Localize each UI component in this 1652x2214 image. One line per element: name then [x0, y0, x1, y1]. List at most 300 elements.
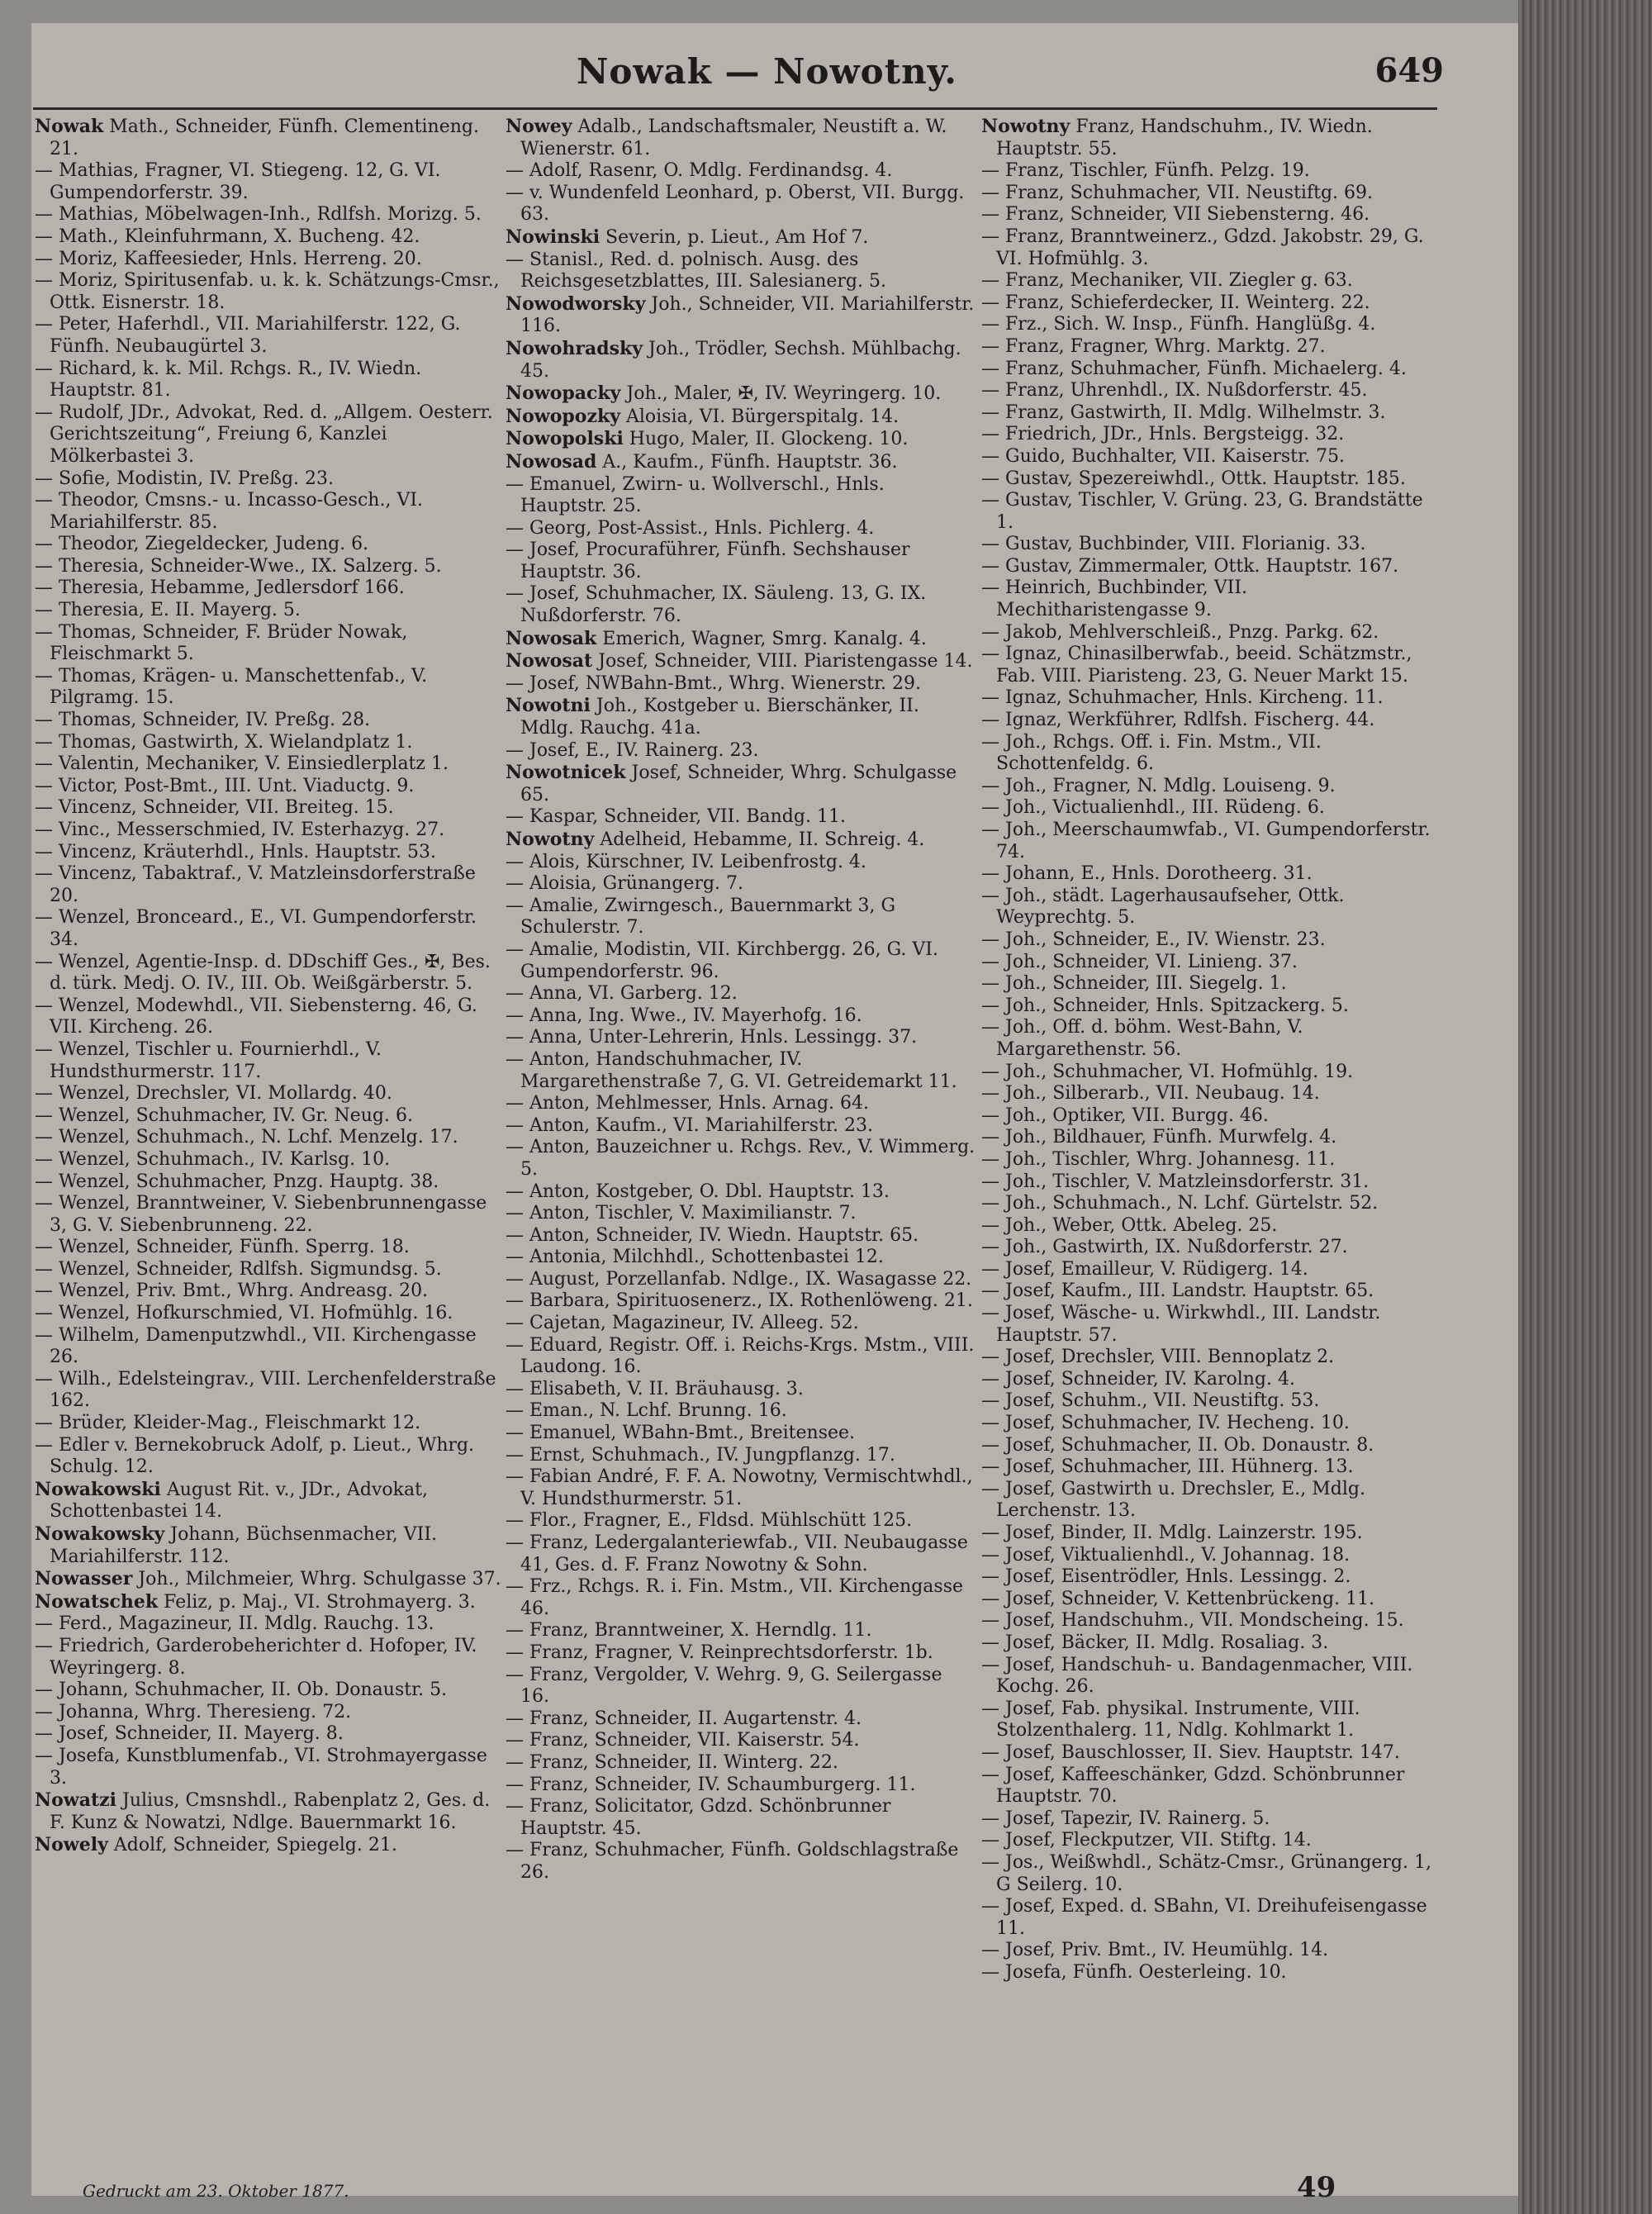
directory-entry [506, 1027, 976, 1049]
directory-entry [506, 293, 976, 338]
entry-text: — Gustav, Zimmermaler, Ottk. Hauptstr. 167. [981, 555, 1399, 577]
directory-entry [35, 249, 506, 271]
directory-entry [981, 204, 1444, 226]
entry-text: — v. Wundenfeld Leonhard, p. Oberst, VII. Burgg. 63. [506, 182, 965, 226]
directory-entry [981, 1259, 1444, 1281]
entry-text: — Georg, Post-Assist., Hnls. Pichlerg. 4. [506, 517, 875, 539]
directory-entry [506, 406, 976, 429]
directory-entry [35, 710, 506, 732]
entry-text: — Josef, Fleckputzer, VII. Stiftg. 14. [981, 1830, 1312, 1851]
entry-text: — Josef, Wäsche- u. Wirkwhdl., III. Landstr. Hauptstr. 57. [981, 1303, 1381, 1346]
entry-text: — Vincenz, Kräuterhdl., Hnls. Hauptstr. 53. [35, 841, 436, 862]
print-date-note: Gedruckt am 23. Oktober 1877. [83, 2181, 349, 2201]
directory-entry [35, 622, 506, 666]
directory-entry [506, 1181, 976, 1204]
directory-entry [35, 1723, 506, 1746]
entry-surname: Nowosak [506, 627, 597, 649]
entry-text: — Theresia, Schneider-Wwe., IX. Salzerg. 5. [35, 555, 442, 577]
directory-column-2 [506, 116, 976, 1884]
directory-entry [35, 1591, 506, 1614]
directory-entry [981, 336, 1444, 359]
directory-entry [981, 446, 1444, 468]
entry-text: — Cajetan, Magazineur, IV. Alleeg. 52. [506, 1313, 859, 1334]
entry-text: Adelheid, Hebamme, II. Schreig. 4. [594, 829, 925, 850]
entry-text: — Joh., Schuhmach., N. Lchf. Gürtelstr. 52. [981, 1193, 1379, 1214]
entry-text: — Wenzel, Schuhmacher, Pnzg. Hauptg. 38. [35, 1171, 439, 1192]
directory-entry [35, 1834, 506, 1857]
entry-text: — Theresia, E. II. Mayerg. 5. [35, 600, 301, 621]
entry-text: — Aloisia, Grünangerg. 7. [506, 873, 744, 895]
entry-text: — Moriz, Kaffeesieder, Hnls. Herreng. 20. [35, 248, 422, 269]
entry-text: — Anna, VI. Garberg. 12. [506, 983, 738, 1005]
entry-text: Feliz, p. Maj., VI. Strohmayerg. 3. [158, 1591, 476, 1613]
directory-entry [35, 577, 506, 600]
directory-entry [981, 1655, 1444, 1699]
directory-entry [981, 556, 1444, 578]
entry-text: — Math., Kleinfuhrmann, X. Bucheng. 42. [35, 226, 420, 247]
directory-entry [981, 1742, 1444, 1765]
directory-entry [981, 1479, 1444, 1523]
entry-text: — Josef, Schneider, V. Kettenbrückeng. 11. [981, 1588, 1375, 1609]
entry-text: — Josef, Bäcker, II. Mdlg. Rosaliag. 3. [981, 1632, 1329, 1653]
entry-surname: Nowatschek [35, 1590, 159, 1613]
directory-entry [981, 1390, 1444, 1413]
directory-entry [981, 863, 1444, 886]
entry-text: — Wenzel, Agentie-Insp. d. DDschiff Ges., ✠, Bes. d. türk. Medj. O. IV., III. Ob. Weißgärberstr. 5. [35, 951, 491, 995]
entry-text: — Theresia, Hebamme, Jedlersdorf 166. [35, 577, 405, 599]
entry-text: — Wenzel, Hofkurschmied, VI. Hofmühlg. 16. [35, 1303, 453, 1324]
directory-entry [506, 983, 976, 1005]
directory-entry [506, 1005, 976, 1028]
directory-entry [506, 628, 976, 651]
directory-entry [981, 359, 1444, 381]
entry-text: — Anna, Unter-Lehrerin, Hnls. Lessingg. 37. [506, 1027, 918, 1048]
directory-entry [506, 896, 976, 939]
directory-entry [35, 1083, 506, 1105]
entry-text: — Joh., städt. Lagerhausaufseher, Ottk. Weyprechtg. 5. [981, 885, 1345, 929]
directory-entry [981, 1105, 1444, 1128]
entry-text: — Rudolf, JDr., Advokat, Red. d. „Allgem. Oesterr. Gerichtszeitung“, Freiung 6, Kanzlei Mölkerbastei 3. [35, 401, 493, 467]
directory-entry [506, 1730, 976, 1752]
entry-text: Hugo, Maler, II. Glockeng. 10. [623, 429, 909, 450]
directory-entry [506, 1049, 976, 1093]
entry-text: — Ignaz, Schuhmacher, Hnls. Kircheng. 11. [981, 687, 1384, 709]
entry-text: — Josefa, Fünfh. Oesterleing. 10. [981, 1961, 1287, 1983]
header-rule [33, 107, 1437, 110]
directory-entry [981, 1830, 1444, 1852]
entry-text: — Joh., Weber, Ottk. Abeleg. 25. [981, 1214, 1278, 1236]
entry-text: — Gustav, Tischler, V. Grüng. 23, G. Brandstätte 1. [981, 490, 1423, 533]
entry-text: — Josef, Eisentrödler, Hnls. Lessingg. 2. [981, 1566, 1351, 1588]
directory-entry [506, 1225, 976, 1247]
entry-text: — Theodor, Ziegeldecker, Judeng. 6. [35, 534, 369, 555]
directory-entry [35, 600, 506, 622]
directory-entry [506, 1796, 976, 1840]
directory-entry [981, 1237, 1444, 1259]
directory-entry [506, 1335, 976, 1379]
directory-entry [35, 797, 506, 820]
directory-entry [506, 518, 976, 540]
entry-text: Joh., Schneider, VII. Mariahilferstr. 116. [520, 293, 975, 337]
entry-text: — Theodor, Cmsns.- u. Incasso-Gesch., VI. Mariahilferstr. 85. [35, 490, 424, 533]
directory-entry [981, 1171, 1444, 1194]
entry-text: — Joh., Schuhmacher, VI. Hofmühlg. 19. [981, 1061, 1354, 1082]
entry-text: — Joh., Optiker, VII. Burgg. 46. [981, 1105, 1269, 1126]
directory-entry [35, 732, 506, 754]
directory-entry [981, 490, 1444, 534]
entry-text: — Anton, Handschuhmacher, IV. Margarethenstraße 7, G. VI. Getreidemarkt 11. [506, 1048, 957, 1092]
directory-entry [35, 1680, 506, 1702]
directory-entry [981, 1852, 1444, 1896]
entry-text: — Joh., Schneider, VI. Linieng. 37. [981, 951, 1298, 972]
entry-text: — Jakob, Mehlverschleiß., Pnzg. Parkg. 62. [981, 621, 1379, 643]
entry-text: — Victor, Post-Bmt., III. Unt. Viaductg. 9. [35, 775, 415, 796]
entry-text: — Thomas, Schneider, F. Brüder Nowak, Fleischmarkt 5. [35, 621, 408, 665]
directory-entry [35, 1127, 506, 1149]
directory-entry [981, 534, 1444, 556]
entry-text: — August, Porzellanfab. Ndlge., IX. Wasagasse 22. [506, 1268, 972, 1290]
directory-entry [35, 1105, 506, 1128]
directory-entry [981, 929, 1444, 952]
entry-text: — Wilhelm, Damenputzwhdl., VII. Kirchengasse 26. [35, 1324, 477, 1368]
entry-text: — Friedrich, JDr., Hnls. Bergsteigg. 32. [981, 424, 1345, 445]
entry-text: — Josef, Kaufm., III. Landstr. Hauptstr. 65. [981, 1280, 1374, 1302]
directory-entry [506, 1445, 976, 1467]
entry-text: — Johann, Schuhmacher, II. Ob. Donaustr. 5. [35, 1680, 448, 1701]
entry-text: — Joh., Schneider, E., IV. Wienstr. 23. [981, 929, 1326, 950]
directory-entry [35, 1171, 506, 1194]
entry-text: — Franz, Branntweiner, X. Herndlg. 11. [506, 1620, 872, 1641]
entry-text: — Franz, Schneider, VII. Kaiserstr. 54. [506, 1730, 860, 1751]
entry-text: Franz, Handschuhm., IV. Wiedn. Hauptstr. 55. [996, 116, 1373, 159]
entry-text: — Josef, Handschuh- u. Bandagenmacher, VIII. Kochg. 26. [981, 1654, 1413, 1698]
entry-text: — Franz, Schneider, IV. Schaumburgerg. 11. [506, 1774, 916, 1795]
directory-entry [35, 1479, 506, 1523]
directory-entry [35, 776, 506, 798]
entry-text: — Franz, Schneider, VII Siebensterng. 46. [981, 204, 1370, 226]
entry-text: — Josef, Schuhmacher, IX. Säuleng. 13, G. IX. Nußdorferstr. 76. [506, 583, 927, 627]
directory-entry [506, 939, 976, 983]
directory-entry [35, 556, 506, 578]
entry-text: — Joh., Tischler, Whrg. Johannesg. 11. [981, 1148, 1336, 1170]
directory-entry [35, 160, 506, 204]
entry-surname: Nowosat [506, 650, 593, 672]
directory-entry [35, 753, 506, 776]
entry-surname: Nowotni [506, 695, 591, 717]
directory-entry [981, 797, 1444, 820]
entry-surname: Nowakowsky [35, 1523, 165, 1545]
entry-text: — Anton, Kostgeber, O. Dbl. Hauptstr. 13. [506, 1181, 890, 1202]
directory-entry [506, 451, 976, 474]
entry-text: — Flor., Fragner, E., Fldsd. Mühlschütt 125. [506, 1510, 913, 1532]
directory-entry [35, 1568, 506, 1591]
entry-text: Julius, Cmsnshdl., Rabenplatz 2, Ges. d. F. Kunz & Nowatzi, Ndlge. Bauernmarkt 16. [50, 1790, 491, 1833]
directory-entry [981, 468, 1444, 491]
directory-entry [981, 644, 1444, 687]
entry-text: — Frz., Sich. W. Insp., Fünfh. Hanglüßg. 4. [981, 314, 1376, 335]
directory-entry [981, 402, 1444, 425]
entry-surname: Nowotny [506, 829, 595, 850]
entry-text: — Josef, Gastwirth u. Drechsler, E., Mdlg. Lerchenstr. 13. [981, 1478, 1365, 1522]
directory-entry [506, 852, 976, 874]
directory-entry [981, 1545, 1444, 1567]
entry-text: — Amalie, Zwirngesch., Bauernmarkt 3, G Schulerstr. 7. [506, 895, 896, 938]
entry-surname: Nowely [35, 1834, 108, 1856]
entry-text: — Franz, Fragner, Whrg. Marktg. 27. [981, 335, 1326, 357]
entry-text: — Franz, Gastwirth, II. Mdlg. Wilhelmstr. 3. [981, 401, 1386, 423]
entry-text: — Frz., Rchgs. R. i. Fin. Mstm., VII. Kirchengasse 46. [506, 1576, 964, 1619]
entry-text: — Josef, Exped. d. SBahn, VI. Dreihufeisengasse 11. [981, 1896, 1427, 1939]
entry-text: — Guido, Buchhalter, VII. Kaiserstr. 75. [981, 445, 1346, 467]
entry-text: Johann, Büchsenmacher, VII. Mariahilferstr. 112. [50, 1524, 438, 1567]
entry-text: — Josef, Bauschlosser, II. Siev. Hauptstr. 147. [981, 1741, 1400, 1763]
entry-text: — Wenzel, Schuhmacher, IV. Gr. Neug. 6. [35, 1105, 413, 1126]
directory-entry [35, 1280, 506, 1303]
directory-entry [506, 1423, 976, 1445]
directory-entry [981, 1083, 1444, 1105]
entry-text: — Franz, Branntweinerz., Gdzd. Jakobstr. 29, G. VI. Hofmühlg. 3. [981, 226, 1424, 269]
entry-text: — Brüder, Kleider-Mag., Fleischmarkt 12. [35, 1413, 421, 1434]
entry-text: — Valentin, Mechaniker, V. Einsiedlerplatz 1. [35, 753, 449, 775]
entry-text: — Thomas, Schneider, IV. Preßg. 28. [35, 710, 371, 731]
directory-entry [35, 842, 506, 864]
entry-surname: Nowotny [981, 116, 1070, 137]
entry-surname: Nowak [35, 116, 104, 137]
entry-text: — Amalie, Modistin, VII. Kirchbergg. 26, G. VI. Gumpendorferstr. 96. [506, 938, 938, 982]
entry-text: — Johanna, Whrg. Theresieng. 72. [35, 1701, 352, 1722]
directory-entry [981, 1303, 1444, 1347]
directory-entry [35, 820, 506, 842]
entry-text: — Franz, Schuhmacher, VII. Neustiftg. 69. [981, 182, 1374, 203]
entry-text: Josef, Schneider, VIII. Piaristengasse 14. [592, 651, 973, 672]
entry-surname: Nowopolski [506, 428, 624, 450]
directory-entry [506, 762, 976, 806]
entry-text: — Franz, Fragner, V. Reinprechtsdorferstr. 1b. [506, 1641, 933, 1663]
entry-text: — Joh., Silberarb., VII. Neubaug. 14. [981, 1083, 1320, 1105]
entry-text: — Franz, Mechaniker, VII. Ziegler g. 63. [981, 270, 1353, 292]
directory-entry [506, 1775, 976, 1797]
directory-entry [981, 226, 1444, 270]
directory-entry [981, 577, 1444, 621]
directory-entry [981, 183, 1444, 205]
entry-text: — Franz, Ledergalanteriewfab., VII. Neubaugasse 41, Ges. d. F. Franz Nowotny & Sohn. [506, 1532, 968, 1575]
directory-entry [981, 270, 1444, 292]
directory-entry [506, 1203, 976, 1225]
directory-entry [981, 1896, 1444, 1940]
directory-entry [506, 1510, 976, 1532]
directory-column-3 [981, 116, 1444, 1984]
directory-entry [35, 1303, 506, 1325]
entry-text: — Wenzel, Modewhdl., VII. Siebensterng. 46, G. VII. Kircheng. 26. [35, 995, 477, 1038]
entry-text: — Joh., Schneider, III. Siegelg. 1. [981, 973, 1287, 995]
directory-entry [506, 1532, 976, 1576]
directory-entry [506, 1093, 976, 1115]
directory-entry [506, 1466, 976, 1510]
entry-text: — Wilh., Edelsteingrav., VIII. Lerchenfelderstraße 162. [35, 1368, 496, 1412]
directory-entry [506, 382, 976, 406]
directory-entry [981, 314, 1444, 336]
entry-surname: Nowotnicek [506, 762, 626, 784]
directory-entry [981, 1589, 1444, 1611]
entry-surname: Nowohradsky [506, 337, 643, 359]
directory-entry [506, 1576, 976, 1620]
directory-entry [981, 687, 1444, 710]
entry-text: — Josef, E., IV. Rainerg. 23. [506, 739, 759, 761]
directory-entry [35, 468, 506, 491]
entry-text: — Fabian André, F. F. A. Nowotny, Vermischtwhdl., V. Hundsthurmerstr. 51. [506, 1466, 973, 1509]
entry-text: — Emanuel, WBahn-Bmt., Breitensee. [506, 1423, 856, 1444]
entry-surname: Nowodworsky [506, 292, 646, 315]
directory-entry [35, 402, 506, 468]
directory-entry [35, 1435, 506, 1479]
directory-entry [981, 1523, 1444, 1545]
entry-text: — Franz, Schneider, II. Winterg. 22. [506, 1751, 838, 1773]
directory-entry [506, 583, 976, 627]
directory-entry [981, 710, 1444, 732]
directory-entry [981, 1962, 1444, 1984]
entry-text: Joh., Maler, ✠, IV. Weyringerg. 10. [620, 383, 942, 405]
directory-entry [981, 1369, 1444, 1391]
entry-text: — Peter, Haferhdl., VII. Mariahilferstr. 122, G. Fünfh. Neubaugürtel 3. [35, 314, 461, 357]
entry-text: — Josef, Viktualienhdl., V. Johannag. 18. [981, 1544, 1351, 1565]
directory-entry [981, 886, 1444, 929]
directory-entry [35, 952, 506, 995]
entry-text: — Josef, Schuhm., VII. Neustiftg. 53. [981, 1390, 1320, 1412]
entry-text: Severin, p. Lieut., Am Hof 7. [600, 226, 869, 248]
directory-entry [981, 1280, 1444, 1303]
entry-text: — Josef, Procuraführer, Fünfh. Sechshauser Hauptstr. 36. [506, 539, 910, 582]
directory-entry [981, 1610, 1444, 1632]
entry-text: — Anna, Ing. Wwe., IV. Mayerhofg. 16. [506, 1005, 862, 1026]
directory-entry [506, 1313, 976, 1335]
directory-entry [506, 806, 976, 829]
directory-entry [981, 1193, 1444, 1215]
directory-entry [506, 1269, 976, 1291]
entry-text: — Eduard, Registr. Off. i. Reichs-Krgs. Mstm., VIII. Laudong. 16. [506, 1334, 975, 1378]
directory-entry [506, 1620, 976, 1642]
directory-entry [981, 1062, 1444, 1084]
entry-text: Math., Schneider, Fünfh. Clementineng. 21. [50, 116, 479, 159]
directory-entry [981, 1127, 1444, 1149]
page-number: 649 [1374, 51, 1444, 90]
entry-text: — Wenzel, Drechsler, VI. Mollardg. 40. [35, 1083, 392, 1105]
entry-surname: Nowakowski [35, 1478, 161, 1500]
directory-entry [35, 490, 506, 534]
directory-entry [981, 776, 1444, 798]
entry-text: — Wenzel, Schuhmach., N. Lchf. Menzelg. 17. [35, 1127, 458, 1148]
entry-text: — Johann, E., Hnls. Dorotheerg. 31. [981, 863, 1313, 885]
directory-entry [35, 1369, 506, 1413]
directory-entry [35, 1413, 506, 1435]
entry-text: — Joh., Off. d. böhm. West-Bahn, V. Margarethenstr. 56. [981, 1017, 1303, 1060]
directory-entry [35, 1746, 506, 1789]
entry-surname: Nowey [506, 116, 572, 137]
entry-text: — Josefa, Kunstblumenfab., VI. Strohmayergasse 3. [35, 1745, 487, 1789]
entry-text: Aloisia, VI. Bürgerspitalg. 14. [620, 406, 900, 427]
entry-text: — Josef, NWBahn-Bmt., Whrg. Wienerstr. 29. [506, 672, 922, 694]
entry-text: — Josef, Priv. Bmt., IV. Heumühlg. 14. [981, 1940, 1329, 1961]
entry-text: — Joh., Meerschaumwfab., VI. Gumpendorferstr. 74. [981, 820, 1431, 862]
entry-text: — Josef, Schuhmacher, II. Ob. Donaustr. 8. [981, 1434, 1374, 1456]
directory-entry [35, 1613, 506, 1636]
entry-text: — Anton, Mehlmesser, Hnls. Arnag. 64. [506, 1093, 870, 1114]
entry-text: — Edler v. Bernekobruck Adolf, p. Lieut., Whrg. Schulg. 12. [35, 1434, 475, 1478]
running-head-title: Nowak — Nowotny. [577, 51, 957, 92]
entry-text: — Joh., Bildhauer, Fünfh. Murwfelg. 4. [981, 1127, 1337, 1148]
directory-entry [981, 820, 1444, 863]
directory-entry [981, 1347, 1444, 1369]
entry-text: — Anton, Kaufm., VI. Mariahilferstr. 23. [506, 1114, 873, 1136]
directory-entry [35, 359, 506, 402]
entry-text: — Ignaz, Chinasilberwfab., beeid. Schätzmstr., Fab. VIII. Piaristeng. 23, G. Neuer Markt 15. [981, 644, 1412, 687]
entry-text: — Joh., Tischler, V. Matzleinsdorferstr. 31. [981, 1171, 1370, 1192]
entry-text: — Wenzel, Schneider, Rdlfsh. Sigmundsg. 5. [35, 1258, 442, 1280]
directory-entry [981, 1215, 1444, 1238]
entry-text: — Elisabeth, V. II. Bräuhausg. 3. [506, 1378, 804, 1399]
entry-text: — Josef, Schneider, II. Mayerg. 8. [35, 1723, 344, 1745]
entry-surname: Nowosad [506, 450, 597, 473]
entry-text: — Josef, Kaffeeschänker, Gdzd. Schönbrunner Hauptstr. 70. [981, 1764, 1405, 1808]
entry-text: Josef, Schneider, Whrg. Schulgasse 65. [520, 763, 957, 805]
directory-entry [506, 1400, 976, 1423]
entry-text: — Josef, Tapezir, IV. Rainerg. 5. [981, 1808, 1270, 1829]
directory-entry [35, 226, 506, 249]
directory-entry [506, 160, 976, 183]
directory-entry [506, 539, 976, 583]
directory-entry [506, 673, 976, 696]
entry-text: — Josef, Fab. physikal. Instrumente, VIII. Stolzenthalerg. 11, Ndlg. Kohlmarkt 1. [981, 1698, 1360, 1741]
entry-text: — Josef, Emailleur, V. Rüdigerg. 14. [981, 1258, 1308, 1280]
directory-entry [506, 428, 976, 451]
directory-entry [506, 116, 976, 160]
entry-text: — Anton, Tischler, V. Maximilianstr. 7. [506, 1203, 857, 1224]
directory-entry [35, 666, 506, 710]
directory-entry [506, 1247, 976, 1269]
entry-surname: Nowasser [35, 1568, 133, 1590]
entry-text: — Franz, Uhrenhdl., IX. Nußdorferstr. 45. [981, 380, 1368, 401]
entry-text: — Joh., Victualienhdl., III. Rüdeng. 6. [981, 797, 1325, 819]
directory-entry [981, 160, 1444, 183]
page-header [31, 51, 1510, 101]
directory-entry [506, 1840, 976, 1884]
entry-text: — Joh., Rchgs. Off. i. Fin. Mstm., VII. Schottenfeldg. 6. [981, 731, 1322, 775]
directory-entry [35, 1636, 506, 1680]
book-page-edges [1518, 0, 1652, 2214]
entry-text: — Alois, Kürschner, IV. Leibenfrostg. 4. [506, 851, 866, 872]
entry-text: — Franz, Schuhmacher, Fünfh. Goldschlagstraße 26. [506, 1840, 959, 1883]
entry-text: — Joh., Fragner, N. Mdlg. Louiseng. 9. [981, 775, 1336, 796]
entry-text: — Barbara, Spirituosenerz., IX. Rothenlöweng. 21. [506, 1290, 973, 1312]
directory-entry [506, 249, 976, 293]
directory-entry [981, 1456, 1444, 1479]
directory-entry [981, 1566, 1444, 1589]
entry-text: — Josef, Schuhmacher, III. Hühnerg. 13. [981, 1456, 1354, 1478]
entry-text: — Moriz, Spiritusenfab. u. k. k. Schätzungs-Cmsr., Ottk. Eisnerstr. 18. [35, 270, 500, 313]
directory-entry [35, 1237, 506, 1259]
directory-entry [506, 1752, 976, 1775]
directory-entry [506, 1290, 976, 1313]
directory-entry [981, 1435, 1444, 1457]
directory-entry [981, 380, 1444, 402]
entry-text: — Heinrich, Buchbinder, VII. Mechitharistengasse 9. [981, 577, 1247, 621]
directory-entry [35, 1039, 506, 1083]
directory-entry [506, 695, 976, 739]
directory-entry [35, 995, 506, 1039]
entry-text: — Josef, Schneider, IV. Karolng. 4. [981, 1368, 1295, 1390]
directory-entry [35, 1193, 506, 1237]
directory-entry [981, 1940, 1444, 1962]
directory-entry [35, 116, 506, 160]
